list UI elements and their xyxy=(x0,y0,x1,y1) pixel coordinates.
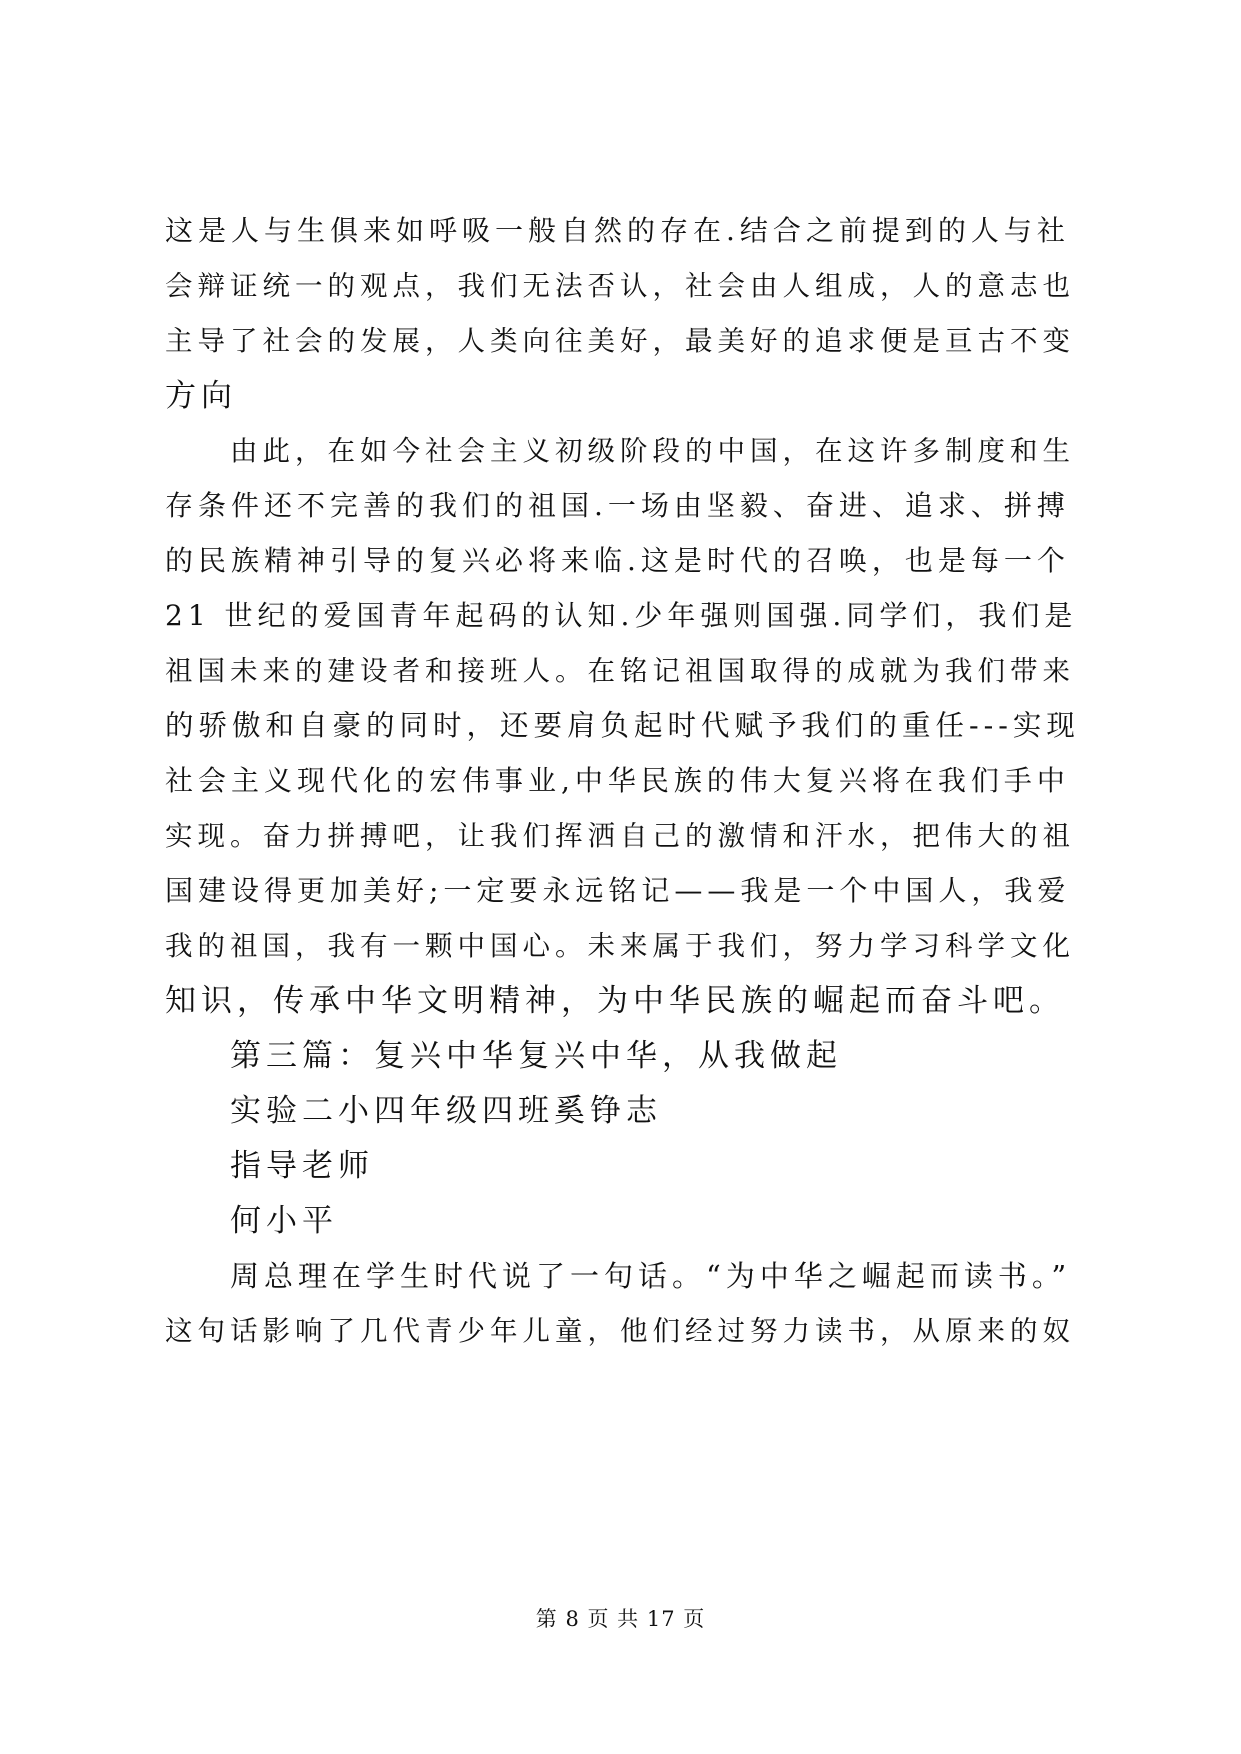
text-line: 方向 xyxy=(165,378,237,414)
advisor-label: 指导老师 xyxy=(230,1148,374,1184)
text-line: 这是人与生俱来如呼吸一般自然的存在.结合之前提到的人与社 xyxy=(165,214,1070,247)
text-line: 国建设得更加美好;一定要永远铭记——我是一个中国人，我爱 xyxy=(165,874,1071,907)
text-line: 会辩证统一的观点，我们无法否认，社会由人组成，人的意志也 xyxy=(165,270,1075,302)
text-line: 这句话影响了几代青少年儿童，他们经过努力读书，从原来的奴 xyxy=(165,1315,1075,1347)
advisor-name: 何小平 xyxy=(230,1203,338,1239)
text-line: 知识，传承中华文明精神，为中华民族的崛起而奋斗吧。 xyxy=(165,983,1065,1019)
text-line: 我的祖国，我有一颗中国心。未来属于我们，努力学习科学文化 xyxy=(165,930,1075,962)
text-line: 的骄傲和自豪的同时，还要肩负起时代赋予我们的重任---实现 xyxy=(165,709,1080,742)
text-line: 社会主义现代化的宏伟事业,中华民族的伟大复兴将在我们手中 xyxy=(165,764,1070,797)
page-number-footer: 第 8 页 共 17 页 xyxy=(535,1607,706,1631)
text-line: 由此，在如今社会主义初级阶段的中国，在这许多制度和生 xyxy=(230,435,1075,467)
text-line: 周总理在学生时代说了一句话。“为中华之崛起而读书。” xyxy=(230,1259,1072,1293)
text-line: 实现。奋力拼搏吧，让我们挥洒自己的激情和汗水，把伟大的祖 xyxy=(165,820,1075,852)
text-line: 21 世纪的爱国青年起码的认知.少年强则国强.同学们，我们是 xyxy=(165,599,1078,632)
text-line: 祖国未来的建设者和接班人。在铭记祖国取得的成就为我们带来 xyxy=(165,655,1075,687)
section-heading: 第三篇：复兴中华复兴中华，从我做起 xyxy=(230,1038,842,1074)
text-line: 主导了社会的发展，人类向往美好，最美好的追求便是亘古不变 xyxy=(165,325,1075,357)
text-line: 的民族精神引导的复兴必将来临.这是时代的召唤，也是每一个 xyxy=(165,544,1070,577)
text-line: 存条件还不完善的我们的祖国.一场由坚毅、奋进、追求、拼搏 xyxy=(165,489,1070,522)
author-line: 实验二小四年级四班奚铮志 xyxy=(230,1093,662,1129)
